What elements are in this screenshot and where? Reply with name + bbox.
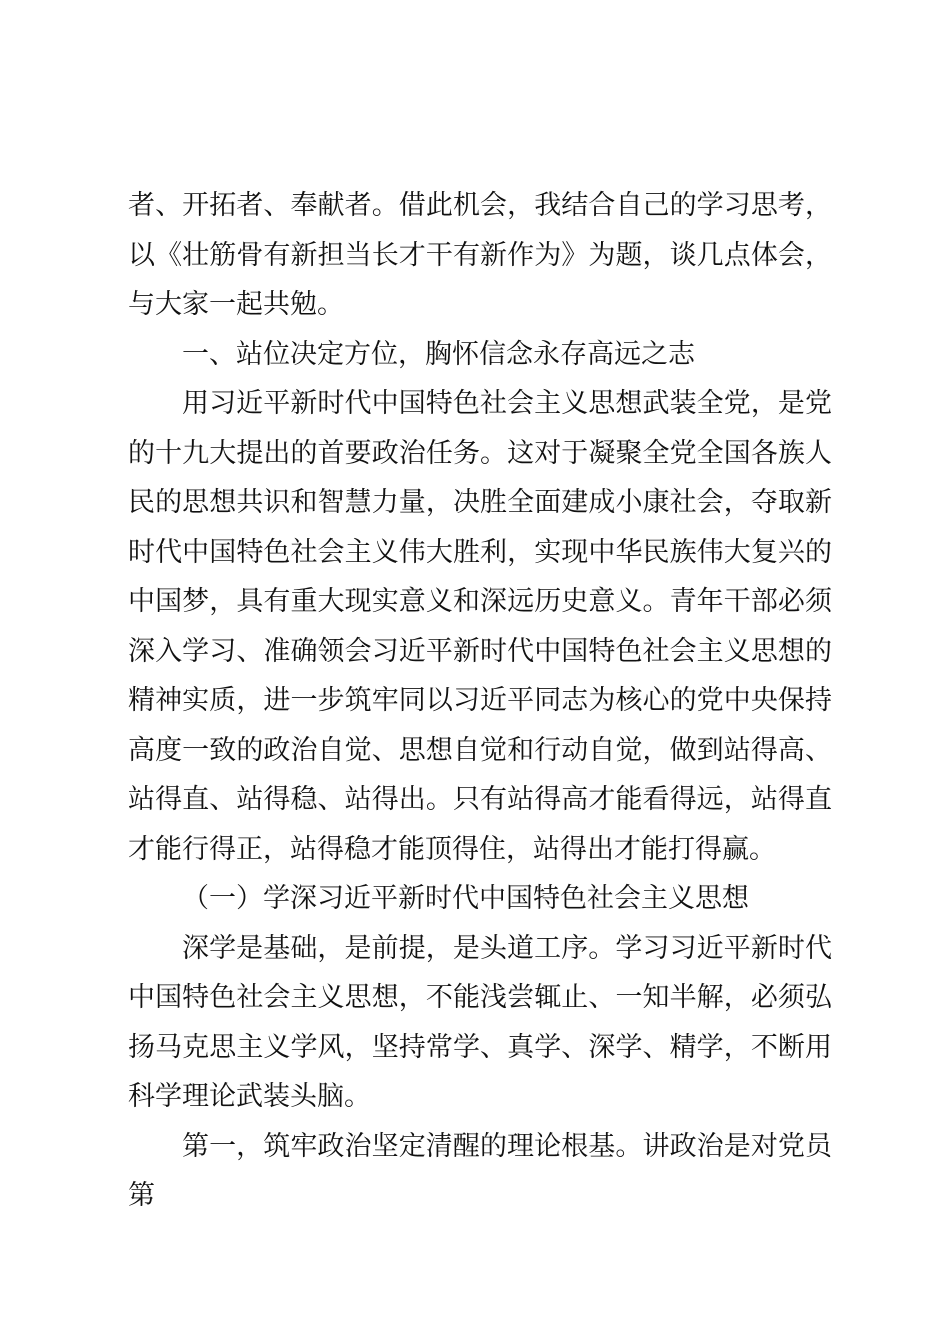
section-heading: 一、站位决定方位，胸怀信念永存高远之志 <box>182 338 695 370</box>
body-paragraph: 用习近平新时代中国特色社会主义思想武装全党，是党的十九大提出的首要政治任务。这对于凝聚全党全国各族人民的思想共识和智慧力量，决胜全面建成小康社会，夺取新时代中国特色社会主义伟大胜利，实现中华民族伟大复兴的中国梦，具有重大现实意义和深远历史意义。青年干部必须深入学习、准确领会习近平新时代中国特色社会主义思想的精神实质，进一步筑牢同以习近平同志为核心的党中央保持高度一致的政治自觉、思想自觉和行动自觉，做到站得高、站得直、站得稳、站得出。只有站得高才能看得远，站得直才能行得正，站得稳才能顶得住，站得出才能打得赢。 <box>128 388 832 865</box>
continuation-paragraph: 者、开拓者、奉献者。借此机会，我结合自己的学习思考，以《壮筋骨有新担当长才干有新作为》为题，谈几点体会，与大家一起共勉。 <box>128 190 832 320</box>
subsection-heading: （一）学深习近平新时代中国特色社会主义思想 <box>182 883 749 914</box>
body-paragraph: 深学是基础，是前提，是头道工序。学习习近平新时代中国特色社会主义思想，不能浅尝辄止、一知半解，必须弘扬马克思主义学风，坚持常学、真学、深学、精学，不断用科学理论武装头脑。 <box>128 932 832 1112</box>
document-body <box>128 181 832 1221</box>
body-paragraph: 第一，筑牢政治坚定清醒的理论根基。讲政治是对党员第 <box>128 1130 832 1211</box>
